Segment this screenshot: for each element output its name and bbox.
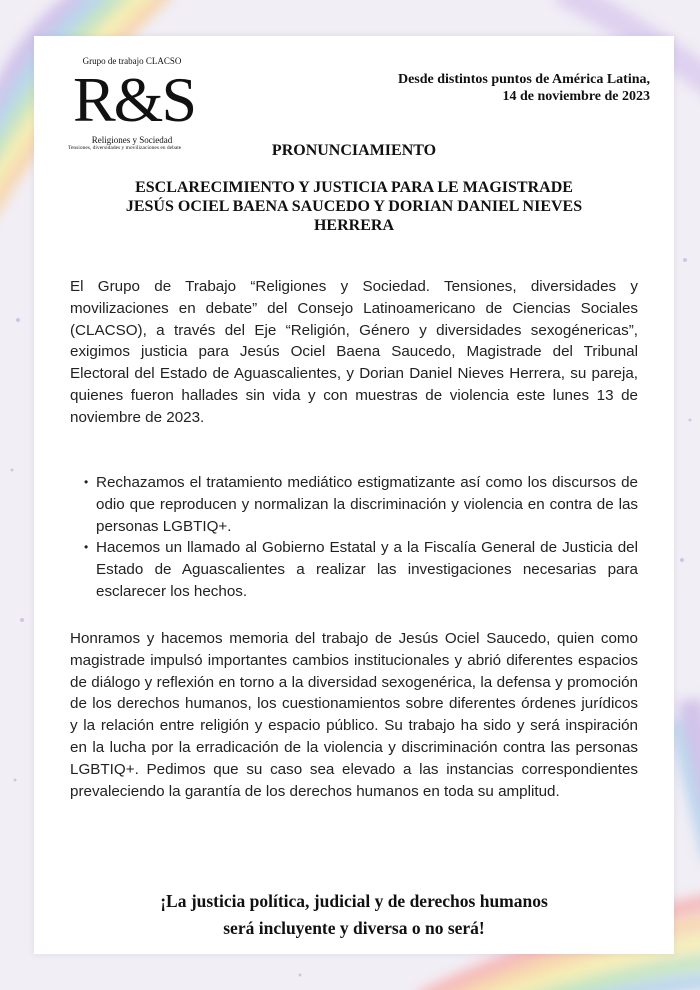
- title-line-2: JESÚS OCIEL BAENA SAUCEDO Y DORIAN DANIEL NIEVES: [125, 198, 583, 215]
- title-line-1: ESCLARECIMIENTO Y JUSTICIA PARA LE MAGISTRADE: [135, 179, 573, 196]
- document-title: [74, 178, 634, 235]
- logo-mark: R&S: [72, 64, 196, 135]
- logo-tagline: Tensiones, diversidades y movilizaciones en debate: [68, 145, 182, 151]
- list-item-text: Rechazamos el tratamiento mediático estigmatizante así como los discursos de odio que reproducen y normalizan la discriminación y violencia en contra de las personas LGBTIQ+.: [96, 474, 638, 535]
- list-item: [70, 472, 638, 537]
- list-item-text: Hacemos un llamado al Gobierno Estatal y a la Fiscalía General de Justicia del Estado de Aguascalientes a realizar las investigaciones necesarias para esclarecer los hechos.: [96, 539, 638, 600]
- paragraph-1: El Grupo de Trabajo “Religiones y Sociedad. Tensiones, diversidades y movilizaciones en debate” del Consejo Latinoamericano de Ciencias Sociales (CLACSO), a través del Eje “Religión, Género y diversidades sexogénericas”, exigimos justicia para Jesús Ociel Baena Saucedo, Magistrade del Tribunal Electoral del Estado de Aguascalientes, y Dorian Daniel Nieves Herrera, su pareja, quienes fueron hallades sin vida y con muestras de violencia este lunes 13 de noviembre de 2023.: [70, 278, 638, 426]
- organization-logo: [68, 56, 208, 156]
- date-line: 14 de noviembre de 2023: [502, 89, 650, 104]
- place-line: Desde distintos puntos de América Latina,: [397, 72, 650, 87]
- logo-bottom-text: Religiones y Sociedad: [91, 135, 173, 145]
- document-heading: PRONUNCIAMIENTO: [271, 142, 437, 159]
- logo-top-text: Grupo de trabajo CLACSO: [82, 56, 182, 66]
- letter-page: [34, 36, 674, 954]
- demands-list: [70, 472, 638, 603]
- list-item: [70, 537, 638, 602]
- place-date-block: [398, 71, 650, 105]
- bullet-icon: •: [84, 540, 89, 555]
- paragraph-2: Honramos y hacemos memoria del trabajo de Jesús Ociel Saucedo, quien como magistrade impulsó importantes cambios institucionales y abrió diferentes espacios de diálogo y reflexión en torno a la diversidad sexogenérica, la defensa y promoción de los derechos humanos, los cuestionamientos sobre diferentes órdenes jurídicos y la relación entre religión y espacio público. Su trabajo ha sido y será inspiración en la lucha por la erradicación de la violencia y discriminación contra las personas LGBTIQ+. Pedimos que su caso sea elevado a las instancias correspondientes prevaleciendo la garantía de los derechos humanos en toda su amplitud.: [70, 630, 638, 800]
- bullet-icon: •: [84, 475, 89, 489]
- closing-line-2: será incluyente y diversa o no será!: [223, 918, 485, 938]
- closing-statement: [34, 888, 674, 942]
- title-line-3: HERRERA: [313, 217, 394, 234]
- closing-line-1: ¡La justicia política, judicial y de derechos humanos: [160, 891, 548, 911]
